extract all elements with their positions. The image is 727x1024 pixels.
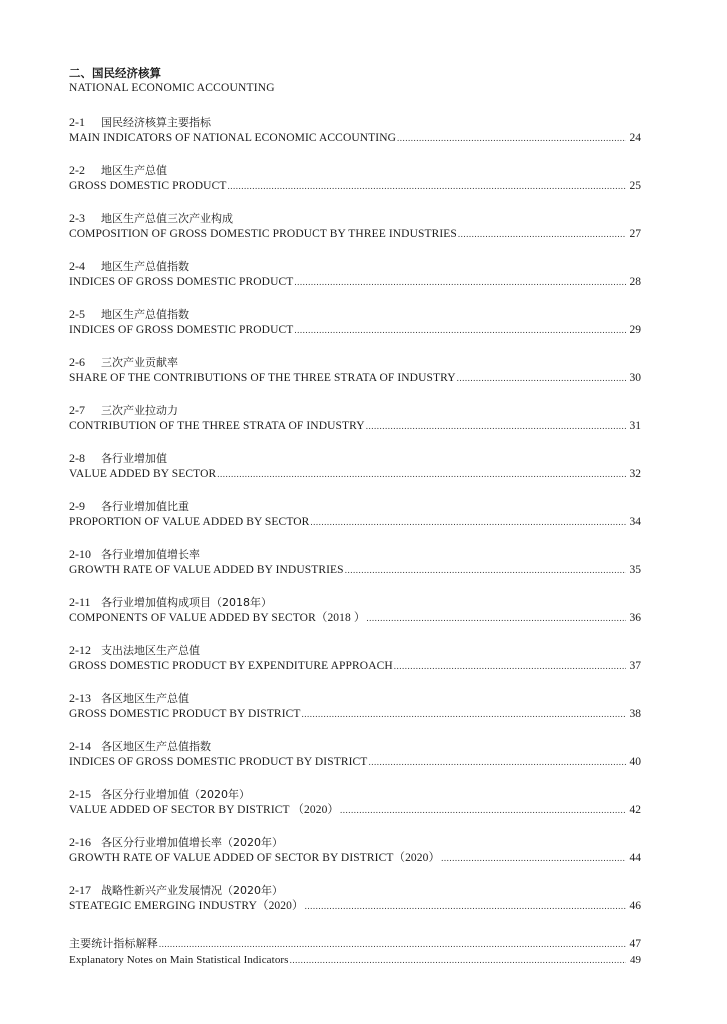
toc-entry-cn-title: 各区分行业增加值增长率（2020年） <box>101 836 283 849</box>
toc-entry-number: 2-5 <box>69 307 85 321</box>
toc-entry-cn-line <box>69 691 641 706</box>
toc-entry-page: 24 <box>629 132 641 144</box>
toc-entry[interactable] <box>69 259 641 307</box>
dot-leader <box>458 226 626 242</box>
toc-entry-number: 2-9 <box>69 499 85 513</box>
dot-leader <box>302 706 626 722</box>
toc-entry-en-title: INDICES OF GROSS DOMESTIC PRODUCT <box>69 276 294 288</box>
toc-entry-en-title: SHARE OF THE CONTRIBUTIONS OF THE THREE STRATA OF INDUSTRY <box>69 372 456 384</box>
notes-cn-entry[interactable] <box>69 936 641 952</box>
toc-entry-en-title: VALUE ADDED BY SECTOR <box>69 468 217 480</box>
toc-entry-en-line <box>69 658 641 674</box>
toc-entry-en-title: COMPOSITION OF GROSS DOMESTIC PRODUCT BY THREE INDUSTRIES <box>69 228 457 240</box>
toc-entry-cn-line <box>69 115 641 130</box>
toc-entry-en-title: GROSS DOMESTIC PRODUCT BY EXPENDITURE APPROACH <box>69 660 393 672</box>
notes-en-entry[interactable] <box>69 952 641 968</box>
toc-entry-cn-title: 支出法地区生产总值 <box>101 644 200 657</box>
dot-leader <box>394 658 626 674</box>
toc-entry-page: 28 <box>629 276 641 288</box>
toc-entry-en-title: GROSS DOMESTIC PRODUCT BY DISTRICT <box>69 708 301 720</box>
toc-entry-page: 30 <box>629 372 641 384</box>
toc-entry-page: 42 <box>629 804 641 816</box>
explanatory-notes <box>69 936 641 968</box>
dot-leader <box>368 754 626 770</box>
dot-leader <box>345 562 626 578</box>
dot-leader <box>227 178 626 194</box>
toc-page <box>69 66 641 968</box>
toc-entry-en-title: GROWTH RATE OF VALUE ADDED BY INDUSTRIES <box>69 564 344 576</box>
toc-entry[interactable] <box>69 211 641 259</box>
dot-leader <box>366 418 626 434</box>
toc-entry-cn-title: 三次产业贡献率 <box>101 356 178 369</box>
toc-entry-page: 36 <box>629 612 641 624</box>
toc-entry-cn-title: 三次产业拉动力 <box>101 404 178 417</box>
toc-entry-cn-line <box>69 499 641 514</box>
dot-leader <box>366 610 626 626</box>
notes-cn-page: 47 <box>629 938 641 950</box>
toc-entry-en-title: MAIN INDICATORS OF NATIONAL ECONOMIC ACCOUNTING <box>69 132 397 144</box>
toc-entry-en-line <box>69 466 641 482</box>
toc-entry-en-title: STEATEGIC EMERGING INDUSTRY（2020） <box>69 900 304 912</box>
toc-entry-number: 2-17 <box>69 883 91 897</box>
dot-leader <box>294 322 626 338</box>
toc-entry-en-title: VALUE ADDED OF SECTOR BY DISTRICT （2020） <box>69 804 340 816</box>
toc-entry[interactable] <box>69 355 641 403</box>
toc-entry-cn-title: 各区分行业增加值（2020年） <box>101 788 250 801</box>
dot-leader <box>340 802 626 818</box>
toc-entry-cn-title: 国民经济核算主要指标 <box>101 116 211 129</box>
toc-entry-number: 2-13 <box>69 691 91 705</box>
toc-entry-en-line <box>69 322 641 338</box>
toc-entry-cn-title: 各区地区生产总值 <box>101 692 189 705</box>
toc-entry-cn-title: 各行业增加值 <box>101 452 167 465</box>
toc-entry-number: 2-1 <box>69 115 85 129</box>
toc-entry[interactable] <box>69 403 641 451</box>
toc-entry-cn-line <box>69 595 641 610</box>
toc-entry-cn-line <box>69 643 641 658</box>
toc-entry[interactable] <box>69 787 641 835</box>
toc-entry-en-line <box>69 178 641 194</box>
toc-entry-cn-title: 地区生产总值三次产业构成 <box>101 212 233 225</box>
dot-leader <box>217 466 626 482</box>
toc-entry-page: 46 <box>629 900 641 912</box>
toc-entry-en-line <box>69 274 641 290</box>
dot-leader <box>441 850 626 866</box>
toc-entry[interactable] <box>69 163 641 211</box>
dot-leader <box>290 952 626 968</box>
toc-entry-cn-title: 地区生产总值 <box>101 164 167 177</box>
toc-entry[interactable] <box>69 883 641 931</box>
toc-entry-cn-line <box>69 835 641 850</box>
dot-leader <box>457 370 626 386</box>
toc-entry-cn-line <box>69 163 641 178</box>
toc-entry-en-line <box>69 370 641 386</box>
toc-entry-cn-line <box>69 739 641 754</box>
toc-entry-number: 2-15 <box>69 787 91 801</box>
toc-entry-en-line <box>69 898 641 914</box>
toc-entry-page: 37 <box>629 660 641 672</box>
dot-leader <box>294 274 626 290</box>
toc-entries <box>69 115 641 931</box>
toc-entry-page: 31 <box>629 420 641 432</box>
toc-entry-page: 44 <box>629 852 641 864</box>
toc-entry-cn-title: 地区生产总值指数 <box>101 308 189 321</box>
toc-entry-cn-title: 各行业增加值构成项目（2018年） <box>101 596 272 609</box>
toc-entry-number: 2-16 <box>69 835 91 849</box>
toc-entry-en-line <box>69 418 641 434</box>
toc-entry-number: 2-12 <box>69 643 91 657</box>
dot-leader <box>310 514 626 530</box>
toc-entry-en-title: GROSS DOMESTIC PRODUCT <box>69 180 227 192</box>
toc-entry[interactable] <box>69 115 641 163</box>
toc-entry-number: 2-2 <box>69 163 85 177</box>
toc-entry[interactable] <box>69 499 641 547</box>
toc-entry-number: 2-8 <box>69 451 85 465</box>
toc-entry-cn-line <box>69 787 641 802</box>
toc-entry-cn-line <box>69 883 641 898</box>
toc-entry[interactable] <box>69 835 641 883</box>
toc-entry-page: 34 <box>629 516 641 528</box>
toc-entry-cn-title: 战略性新兴产业发展情况（2020年） <box>101 884 283 897</box>
toc-entry-page: 32 <box>629 468 641 480</box>
chapter-title: 二、国民经济核算 <box>69 66 161 80</box>
dot-leader <box>159 936 626 952</box>
toc-entry-cn-line <box>69 547 641 562</box>
toc-entry-number: 2-14 <box>69 739 91 753</box>
toc-entry[interactable] <box>69 547 641 595</box>
toc-entry-page: 40 <box>629 756 641 768</box>
toc-entry-en-title: COMPONENTS OF VALUE ADDED BY SECTOR（2018 ） <box>69 612 366 624</box>
toc-entry[interactable] <box>69 739 641 787</box>
toc-entry-cn-line <box>69 307 641 322</box>
toc-entry-cn-line <box>69 403 641 418</box>
dot-leader <box>305 898 626 914</box>
toc-entry-en-title: INDICES OF GROSS DOMESTIC PRODUCT BY DISTRICT <box>69 756 368 768</box>
toc-entry-cn-line <box>69 259 641 274</box>
toc-entry-page: 25 <box>629 180 641 192</box>
toc-entry-en-line <box>69 226 641 242</box>
toc-entry[interactable] <box>69 595 641 643</box>
toc-entry-page: 35 <box>629 564 641 576</box>
toc-entry-en-line <box>69 802 641 818</box>
toc-entry-number: 2-11 <box>69 595 91 609</box>
notes-en-page: 49 <box>630 954 641 966</box>
chapter-subtitle: NATIONAL ECONOMIC ACCOUNTING <box>69 82 275 94</box>
toc-entry-en-line <box>69 610 641 626</box>
toc-entry-cn-title: 各区地区生产总值指数 <box>101 740 211 753</box>
toc-entry-page: 29 <box>629 324 641 336</box>
toc-entry-en-line <box>69 514 641 530</box>
toc-entry-page: 38 <box>629 708 641 720</box>
toc-entry-number: 2-6 <box>69 355 85 369</box>
toc-entry[interactable] <box>69 451 641 499</box>
notes-cn-label: 主要统计指标解释 <box>69 937 158 950</box>
toc-entry[interactable] <box>69 643 641 691</box>
toc-entry-cn-line <box>69 211 641 226</box>
toc-entry-en-line <box>69 706 641 722</box>
toc-entry-en-line <box>69 850 641 866</box>
toc-entry[interactable] <box>69 307 641 355</box>
toc-entry-en-title: CONTRIBUTION OF THE THREE STRATA OF INDUSTRY <box>69 420 365 432</box>
toc-entry-number: 2-4 <box>69 259 85 273</box>
toc-entry-page: 27 <box>629 228 641 240</box>
toc-entry-en-title: PROPORTION OF VALUE ADDED BY SECTOR <box>69 516 310 528</box>
notes-en-label: Explanatory Notes on Main Statistical Indicators <box>69 954 289 966</box>
toc-entry-number: 2-10 <box>69 547 91 561</box>
toc-entry-number: 2-3 <box>69 211 85 225</box>
toc-entry-cn-title: 各行业增加值比重 <box>101 500 189 513</box>
toc-entry-cn-line <box>69 355 641 370</box>
toc-entry-cn-title: 地区生产总值指数 <box>101 260 189 273</box>
toc-entry-en-title: INDICES OF GROSS DOMESTIC PRODUCT <box>69 324 294 336</box>
toc-entry[interactable] <box>69 691 641 739</box>
toc-entry-number: 2-7 <box>69 403 85 417</box>
toc-entry-cn-title: 各行业增加值增长率 <box>101 548 200 561</box>
toc-entry-en-title: GROWTH RATE OF VALUE ADDED OF SECTOR BY DISTRICT（2020） <box>69 852 441 864</box>
toc-entry-en-line <box>69 754 641 770</box>
toc-entry-cn-line <box>69 451 641 466</box>
dot-leader <box>397 130 626 146</box>
toc-entry-en-line <box>69 130 641 146</box>
toc-entry-en-line <box>69 562 641 578</box>
